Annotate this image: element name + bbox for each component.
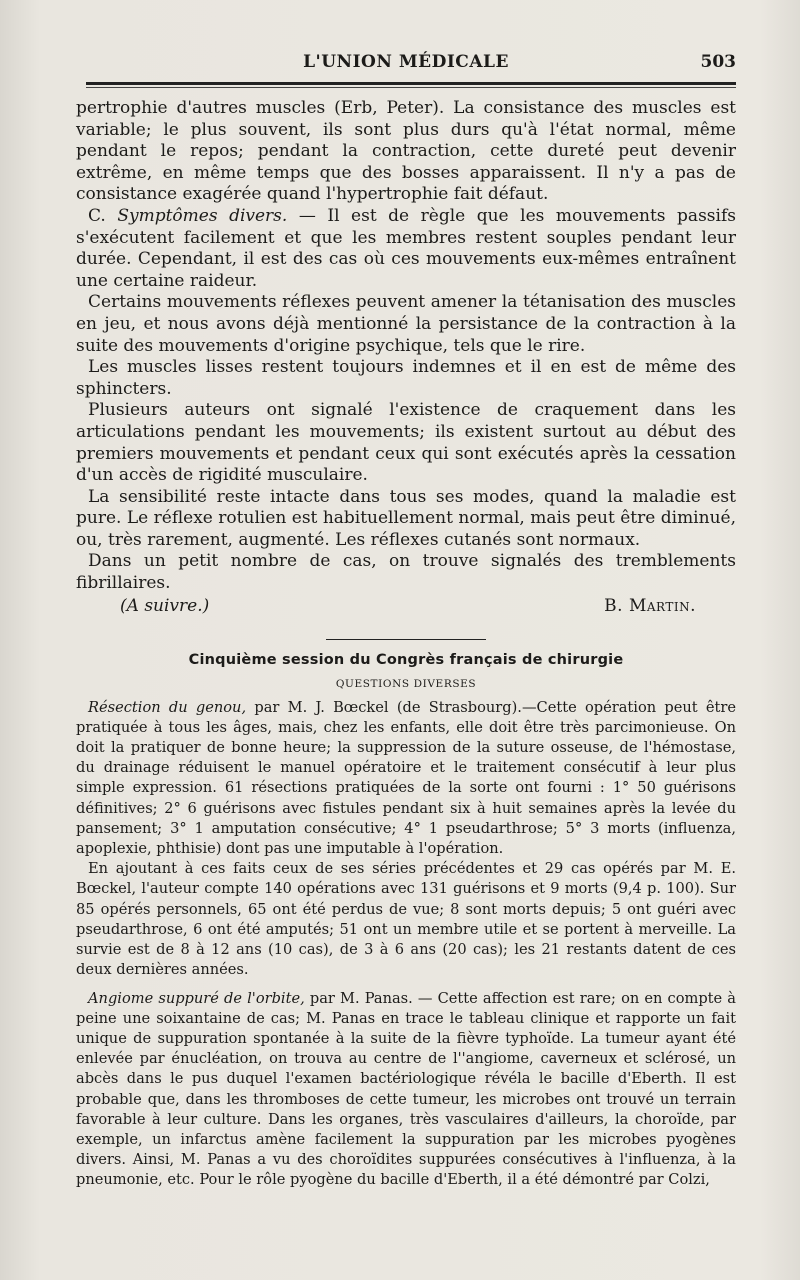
report-title: Angiome suppuré de l'orbite, [88, 989, 305, 1007]
page-number: 503 [700, 52, 736, 72]
paragraph: Plusieurs auteurs ont signalé l'existence de craquement dans les articulations pendant les mouvements; ils existent surtout au début des premiers mouvements et pendant ceux qui sont exécutés après la cessation d'un accès de rigidité musculaire. [76, 400, 736, 486]
header-rule [86, 82, 736, 85]
congress-reports [76, 698, 736, 1191]
article-continuation [76, 98, 736, 595]
author-name: B. Martin. [604, 595, 696, 616]
running-head [76, 52, 736, 78]
section-separator [326, 639, 486, 640]
report-text: par M. Panas. — Cette affection est rare; on en compte à peine une soixantaine de cas; M. Panas en trace le tableau clinique et rapporte un fait unique de suppuration spontanée à la suite de la fièvre typhoïde. La tumeur ayant été enlevée par énucléation, on trouva au centre de l''angiome, caverneux et sclérosé, un abcès dans le pus duquel l'examen bactériologique révéla le bacille d'Eberth. Il est probable que, dans les thromboses de cette tumeur, les microbes ont trouvé un terrain favorable à leur culture. Dans les organes, très vasculaires d'ailleurs, la choroïde, par exemple, un infarctus amène facilement la suppuration par les microbes pyogènes divers. Ainsi, M. Panas a vu des choroïdites suppurées consécutives à l'influenza, à la pneumonie, etc. Pour le rôle pyogène du bacille d'Eberth, il a été démontré par Colzi, [76, 989, 736, 1189]
paragraph: Dans un petit nombre de cas, on trouve signalés des tremblements fibrillaires. [76, 551, 736, 594]
report-orbit-angioma [76, 989, 736, 1191]
signature-line [120, 596, 736, 617]
subsection-title: Symptômes divers. [117, 205, 288, 226]
paragraph: pertrophie d'autres muscles (Erb, Peter). La consistance des muscles est variable; le plus souvent, ils sont plus durs qu'à l'état normal, même pendant le repos; pendant la contraction, cette dureté peut devenir extrême, en même temps que des bosses apparaissent. Il n'y a pas de consistance exagérée quand l'hypertrophie fait défaut. [76, 98, 736, 205]
paragraph: Les muscles lisses restent toujours indemnes et il en est de même des sphincters. [76, 357, 736, 399]
section-subheading: QUESTIONS DIVERSES [335, 677, 477, 690]
report-knee-resection [76, 698, 736, 860]
paragraph-text: — Il est de règle que les mouvements passifs s'exécutent facilement et que les membres restent souples pendant leur durée. Cependant, il est des cas où ces mouvements eux-mêmes entraînent une certaine raideur. [76, 205, 736, 291]
paragraph-label: C. [88, 205, 118, 226]
paragraph: Certains mouvements réflexes peuvent amener la tétanisation des muscles en jeu, et nous avons déjà mentionné la persistance de la contraction à la suite des mouvements d'origine psychique, tels que le rire. [76, 292, 736, 356]
report-title: Résection du genou, [88, 698, 247, 716]
journal-title: L'UNION MÉDICALE [303, 52, 509, 72]
paragraph: La sensibilité reste intacte dans tous ses modes, quand la maladie est pure. Le réflexe rotulien est habituellement normal, mais peut être diminué, ou, très rarement, augmenté. Les réflexes cutanés sont normaux. [76, 486, 736, 550]
paragraph-symptoms [76, 206, 736, 292]
report-paragraph: En ajoutant à ces faits ceux de ses séries précédentes et 29 cas opérés par M. E. Bœckel, l'auteur compte 140 opérations avec 131 guérisons et 9 morts (9,4 p. 100). Sur 85 opérés personnels, 65 ont été perdus de vue; 8 sont morts depuis; 5 ont guéri avec pseudarthrose, 6 ont été amputés; 51 ont un membre utile et se portent à merveille. La survie est de 8 à 12 ans (10 cas), de 3 à 6 ans (20 cas); les 21 restants datent de ces deux dernières années. [76, 860, 736, 979]
to-be-continued: (A suivre.) [120, 595, 210, 616]
spacer [76, 981, 736, 989]
header-rule-thin [86, 87, 736, 88]
section-title: Cinquième session du Congrès français de chirurgie [188, 651, 624, 668]
report-text: par M. J. Bœckel (de Strasbourg).—Cette opération peut être pratiquée à tous les âges, mais, chez les enfants, elle doit être très parcimonieuse. On doit la pratiquer de bonne heure; la suppression de la suture osseuse, de l'hémostase, du drainage réduisent le manuel opératoire et le traitement consécutif à leur plus simple expression. 61 résections pratiquées de la sorte ont fourni : 1° 50 guérisons définitives; 2° 6 guérisons avec fistules pendant six à huit semaines après la levée du pansement; 3° 1 amputation consécutive; 4° 1 pseudarthrose; 5° 3 morts (influenza, apoplexie, phthisie) dont pas une imputable à l'opération. [76, 698, 736, 858]
